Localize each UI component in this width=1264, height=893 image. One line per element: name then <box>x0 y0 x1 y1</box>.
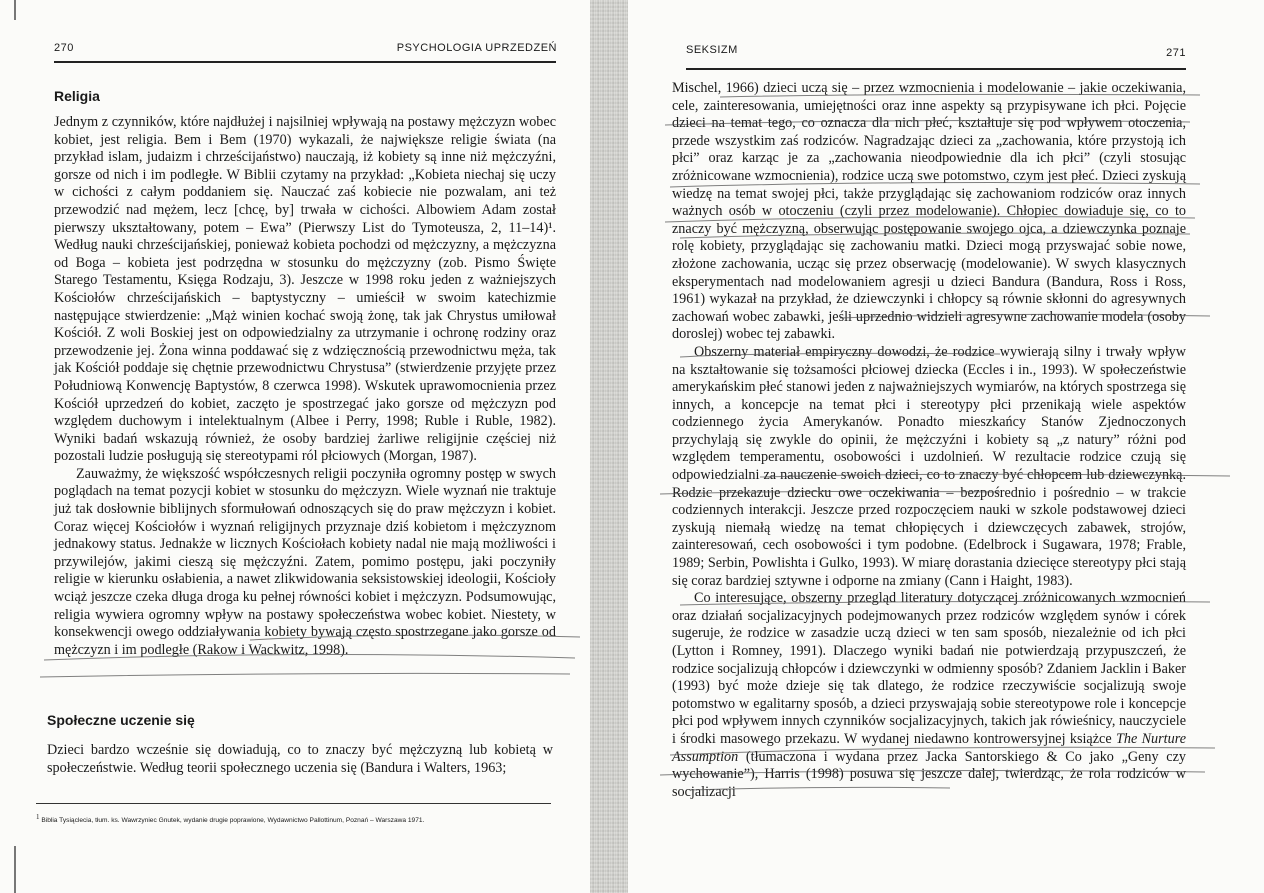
paragraph <box>672 590 1186 801</box>
section-body-social-learning <box>47 742 553 777</box>
paragraph-text: (tłumaczona i wydana przez Jacka Santorskiego & Co jako „Geny czy wychowanie”), Harris (1998) posuwa się jeszcze dalej, twierdząc, że rola rodziców w socjalizacji <box>672 748 1186 800</box>
footnote-rule <box>36 803 551 804</box>
footnote-marker: 1 <box>36 813 40 821</box>
paragraph: Zauważmy, że większość współczesnych religii poczyniła ogromny postęp w swych poglądach na temat pozycji kobiet w stosunku do mężczyzn. Wiele wyznań nie traktuje już tak dosłownie biblijnych sformułowań odnoszących się do praw mężczyzn i kobiet. Coraz więcej Kościołów i wyznań religijnych przyznaje dziś kobietom i mężczyznom jednakowy status. Jednakże w licznych Kościołach kobiety nadal nie mają możliwości i przywilejów, jakimi cieszą się mężczyźni. Zatem, pomimo postępu, jaki poczyniły religie w kierunku osłabienia, a nawet zlikwidowania seksistowskiej ideologii, Kościoły wciąż jeszcze czeka długa droga ku pełnej równości kobiet i mężczyzn. Podsumowując, religia wywiera ogromny wpływ na postawy społeczeństwa wobec kobiet. Niestety, w konsekwencji owego oddziaływania kobiety bywają często spostrzegane jako gorsze od mężczyzn i im podległe (Rakow i Wackwitz, 1998). <box>54 465 556 658</box>
header-rule <box>686 68 1186 70</box>
right-page <box>628 0 1264 893</box>
section-heading-social-learning: Społeczne uczenie się <box>47 712 195 728</box>
footnote-text: Biblia Tysiąclecia, tłum. ks. Wawrzyniec Gnutek, wydanie drugie poprawione, Wydawnictwo Pallottinum, Poznań – Warszawa 1971. <box>41 817 425 825</box>
paragraph: Obszerny materiał empiryczny dowodzi, że rodzice wywierają silny i trwały wpływ na kształtowanie się tożsamości płciowej dziecka (Eccles i in., 1993). W społeczeństwie amerykańskim płeć stanowi jeden z najważniejszych wymiarów, na których spostrzega się innych, a koncepcje na temat płci i stereotypy płci przenikają wiele aspektów codziennego życia Amerykanów. Ponadto mieszkańcy Stanów Zjednoczonych przychylają się zwykle do opinii, że mężczyźni i kobiety są „z natury” różni pod względem temperamentu, osobowości i uzdolnień. W rezultacie rodzice czują się odpowiedzialni za nauczenie swoich dzieci, co to znaczy być chłopcem lub dziewczynką. Rodzic przekazuje dziecku owe oczekiwania – bezpośrednio i pośrednio – w trakcie codziennych interakcji. Jeszcze przed rozpoczęciem nauki w szkole podstawowej dzieci zyskują niemałą wiedzę na temat chłopięcych i dziewczęcych zabawek, strojów, zainteresowań, cech osobowości i tym podobne. (Edelbrock i Sugawara, 1978; Frable, 1989; Serbin, Powlishta i Gulko, 1993). W miarę dorastania dziecięce stereotypy płci stają się coraz bardziej sztywne i odporne na zmiany (Cann i Haight, 1983). <box>672 343 1186 589</box>
page-number-left: 270 <box>54 42 74 54</box>
section-heading-religia: Religia <box>54 88 100 104</box>
footnote <box>36 813 424 824</box>
page-number-right: 271 <box>1166 47 1186 59</box>
header-rule <box>54 61 556 63</box>
paragraph-text: Co interesujące, obszerny przegląd literatury dotyczącej zróżnicowanych wzmocnień oraz działań socjalizacyjnych podejmowanych przez rodziców względem synów i córek sugeruje, że rodzice w zasadzie uczą dzieci w ten sam sposób, niezależnie od ich płci (Lytton i Romney, 1991). Dlaczego wyniki badań nie potwierdzają przypuszczeń, że rodzice socjalizują chłopców i dziewczynki w odmienny sposób? Zdaniem Jacklin i Baker (1993) być może dzieje się tak dlatego, że rodzice rzeczywiście socjalizują swoje potomstwo w egalitarny sposób, a dzieci przyswajają sobie stereotypowe role i koncepcje płci pod wpływem innych czynników socjalizacyjnych, takich jak rówieśnicy, nauczyciele i środki masowego przekazu. W wydanej niedawno kontrowersyjnej książce <box>672 590 1186 747</box>
running-title-right: SEKSIZM <box>686 44 738 56</box>
book-binding <box>590 0 628 893</box>
paragraph: Jednym z czynników, które najdłużej i najsilniej wpływają na postawy mężczyzn wobec kobiet, jest religia. Bem i Bem (1970) wykazali, że największe religie świata (na przykład islam, judaizm i chrześcijaństwo) nauczają, iż kobiety są inne niż mężczyźni, gorsze od nich i im podległe. W Biblii czytamy na przykład: „Kobieta niechaj się uczy w cichości z całym poddaniem się. Nauczać zaś kobiecie nie pozwalam, ani też przewodzić nad mężem, lecz [chcę, by] trwała w cichości. Albowiem Adam został pierwszy ukształtowany, potem – Ewa” (Pierwszy List do Tymoteusza, 2, 11–14)¹. Według nauki chrześcijańskiej, ponieważ kobieta pochodzi od mężczyzny, a mężczyzna od Boga – kobieta jest podrzędna w stosunku do mężczyzny (zob. Pismo Święte Starego Testamentu, Księga Rodzaju, 3). Jeszcze w 1998 roku jeden z ważniejszych Kościołów chrześcijańskich – baptystyczny – umieścił w swoim katechizmie następujące stwierdzenie: „Mąż winien kochać swoją żonę, tak jak Chrystus umiłował Kościół. Z woli Boskiej jest on odpowiedzialny za utrzymanie i ochronę rodziny oraz przewodzenie jej. Żona winna poddawać się z wdzięcznością przewodnictwu męża, tak jak Kościół poddaje się chętnie przewodnictwu Chrystusa” (stwierdzenie przyjęte przez Południową Konwencję Baptystów, 8 czerwca 1998). Wskutek uprawomocnienia przez Kościół uprzedzeń do kobiet, zaczęto je spostrzegać jako gorsze od mężczyzn pod względem duchowym i intelektualnym (Albee i Perry, 1998; Ruble i Ruble, 1982). Wyniki badań wskazują również, że osoby bardziej żarliwe religijnie częściej niż pozostali ludzie posługują się stereotypami ról płciowych (Morgan, 1987). <box>54 114 556 465</box>
body-right <box>672 80 1186 801</box>
paragraph: Dzieci bardzo wcześnie się dowiadują, co to znaczy być mężczyzną lub kobietą w społeczeństwie. Według teorii społecznego uczenia się (Bandura i Walters, 1963; <box>47 742 553 776</box>
running-title-left: PSYCHOLOGIA UPRZEDZEŃ <box>396 42 557 54</box>
section-body-religia <box>54 114 556 659</box>
paragraph: Mischel, 1966) dzieci uczą się – przez wzmocnienia i modelowanie – jakie oczekiwania, cele, zainteresowania, umiejętności oraz inne aspekty są przypisywane ich płci. Pojęcie dzieci na temat tego, co oznacza dla nich płeć, kształtuje się pod wpływem otoczenia, przede wszystkim zaś rodziców. Nagradzając dzieci za „zachowania, które przystoją ich płci” oraz karząc je za „zachowania nieodpowiednie dla ich płci” (czyli stosując zróżnicowane wzmocnienia), rodzice uczą swe potomstwo, czym jest płeć. Dzieci zyskują wiedzę na temat swojej płci, także przyglądając się zachowaniom rodziców oraz innych ważnych osób w otoczeniu (czyli przez modelowanie). Chłopiec dowiaduje się, co to znaczy być mężczyzną, obserwując postępowanie swojego ojca, a dziewczynka poznaje rolę kobiety, przyglądając się zachowaniu matki. Dzieci mogą przyswajać sobie nowe, złożone zachowania, ucząc się przez obserwację (modelowanie). W swych klasycznych eksperymentach nad modelowaniem agresji u dzieci Bandura (Bandura, Ross i Ross, 1961) wykazał na przykład, że dziewczynki i chłopcy są równie skłonni do agresywnych zachowań wobec zabawki, jeśli uprzednio widzieli agresywne zachowanie modela (osoby doroslej) wobec tej zabawki. <box>672 80 1186 343</box>
left-page <box>0 0 590 893</box>
book-title: The Nurture Assumption <box>672 730 1186 765</box>
